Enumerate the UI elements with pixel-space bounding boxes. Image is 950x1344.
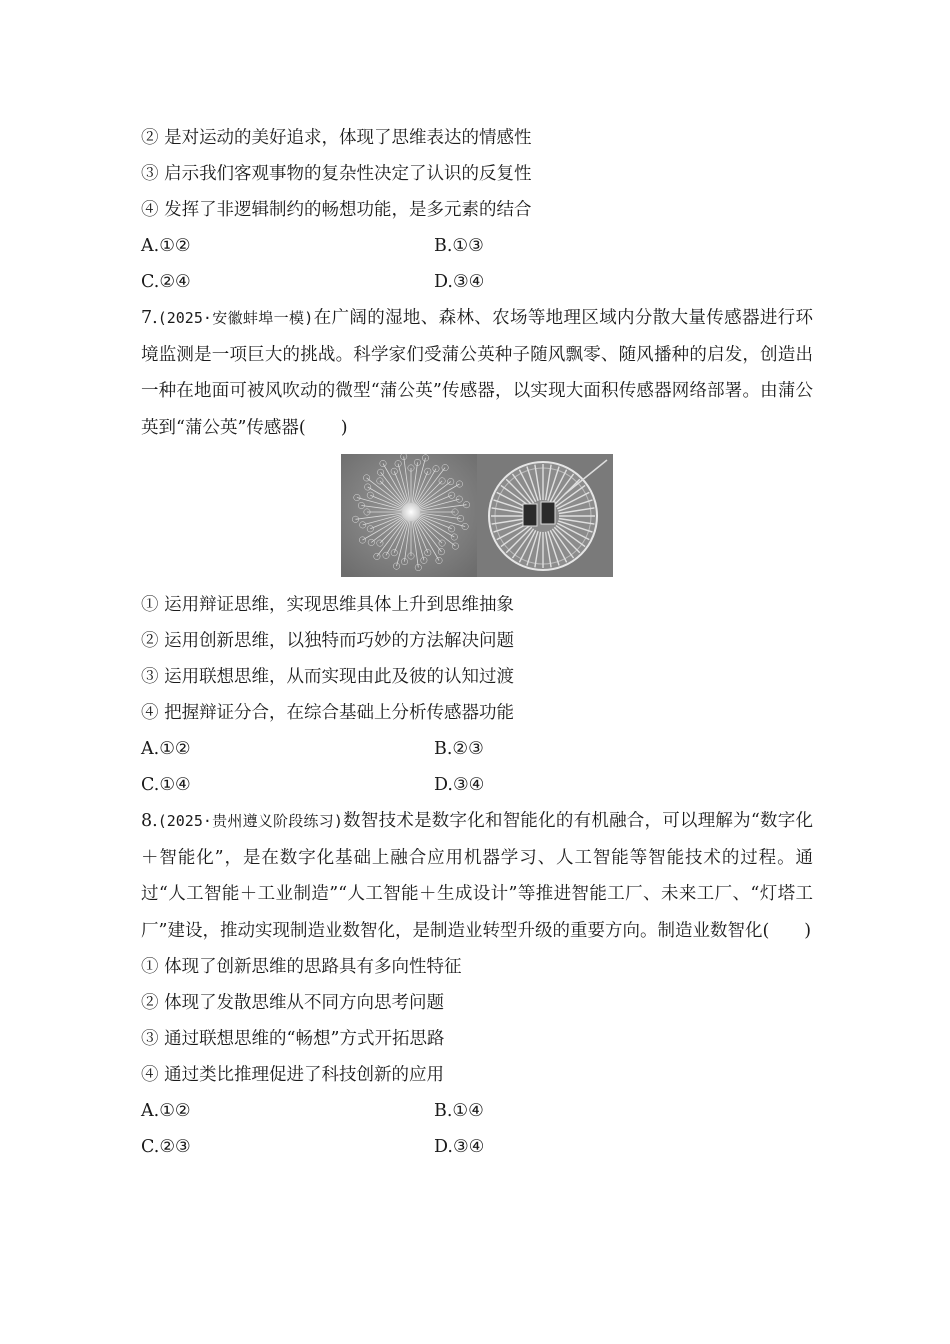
q7-option-d[interactable]: D.③④ [434, 775, 485, 795]
q8-statement-1: ① 体现了创新思维的思路具有多向性特征 [141, 957, 462, 977]
q8-stem-text: 数智技术是数字化和智能化的有机融合，可以理解为“数字化＋智能化”，是在数字化基础上融合应用机器学习、人工智能等智能技术的过程。通过“人工智能＋工业制造”“人工智能＋生成设计”等推进智能工厂、未来工厂、“灯塔工厂”建设，推动实现制造业数智化，是制造业转型升级的重要方向。制造业数智化( ) [141, 811, 813, 941]
q8-options-row-1 [141, 1093, 813, 1129]
q7-figure-wrap [141, 446, 813, 587]
q6-option-c[interactable]: C.②④ [141, 272, 191, 292]
q6-option-b[interactable]: B.①③ [434, 236, 484, 256]
q6-statement-3: ③ 启示我们客观事物的复杂性决定了认识的反复性 [141, 164, 532, 184]
q8-option-d[interactable]: D.③④ [434, 1137, 485, 1157]
q7-options-row-1 [141, 731, 813, 767]
q6-statement-2: ② 是对运动的美好追求，体现了思维表达的情感性 [141, 128, 532, 148]
q6-statement-4: ④ 发挥了非逻辑制约的畅想功能，是多元素的结合 [141, 200, 532, 220]
q8-statement-2: ② 体现了发散思维从不同方向思考问题 [141, 993, 445, 1013]
q7-option-a[interactable]: A.①② [141, 739, 191, 759]
q8-options-row-2 [141, 1129, 813, 1165]
q6-options-row-2 [141, 264, 813, 300]
question-6 [141, 120, 813, 300]
q7-stem-text: 在广阔的湿地、森林、农场等地理区域内分散大量传感器进行环境监测是一项巨大的挑战。科学家们受蒲公英种子随风飘零、随风播种的启发，创造出一种在地面可被风吹动的微型“蒲公英”传感器，以实现大面积传感器网络部署。由蒲公英到“蒲公英”传感器( ) [141, 308, 814, 438]
q6-option-a[interactable]: A.①② [141, 236, 191, 256]
q8-option-c[interactable]: C.②③ [141, 1137, 191, 1157]
q8-option-a[interactable]: A.①② [141, 1101, 191, 1121]
q7-source: (2025·安徽蚌埠一模) [157, 309, 314, 327]
q8-number: 8. [141, 811, 158, 831]
q8-statement-3: ③ 通过联想思维的“畅想”方式开拓思路 [141, 1029, 445, 1049]
q8-option-b[interactable]: B.①④ [434, 1101, 484, 1121]
sensor-image [477, 454, 613, 577]
question-8 [141, 803, 813, 1165]
q7-options-row-2 [141, 767, 813, 803]
document-page [141, 120, 813, 1165]
q7-figure [341, 454, 613, 577]
q7-option-b[interactable]: B.②③ [434, 739, 484, 759]
q7-statement-3: ③ 运用联想思维，从而实现由此及彼的认知过渡 [141, 667, 515, 687]
q8-statement-4: ④ 通过类比推理促进了科技创新的应用 [141, 1065, 445, 1085]
q6-options-row-1 [141, 228, 813, 264]
question-7 [141, 300, 813, 803]
dandelion-image [341, 454, 477, 577]
q8-source: (2025·贵州遵义阶段练习) [157, 812, 343, 830]
q7-option-c[interactable]: C.①④ [141, 775, 191, 795]
q7-statement-1: ① 运用辩证思维，实现思维具体上升到思维抽象 [141, 595, 515, 615]
q6-option-d[interactable]: D.③④ [434, 272, 485, 292]
q8-stem [141, 803, 813, 949]
q7-number: 7. [141, 308, 158, 328]
q7-statement-4: ④ 把握辩证分合，在综合基础上分析传感器功能 [141, 703, 515, 723]
q7-stem [141, 300, 813, 446]
q7-statement-2: ② 运用创新思维，以独特而巧妙的方法解决问题 [141, 631, 515, 651]
